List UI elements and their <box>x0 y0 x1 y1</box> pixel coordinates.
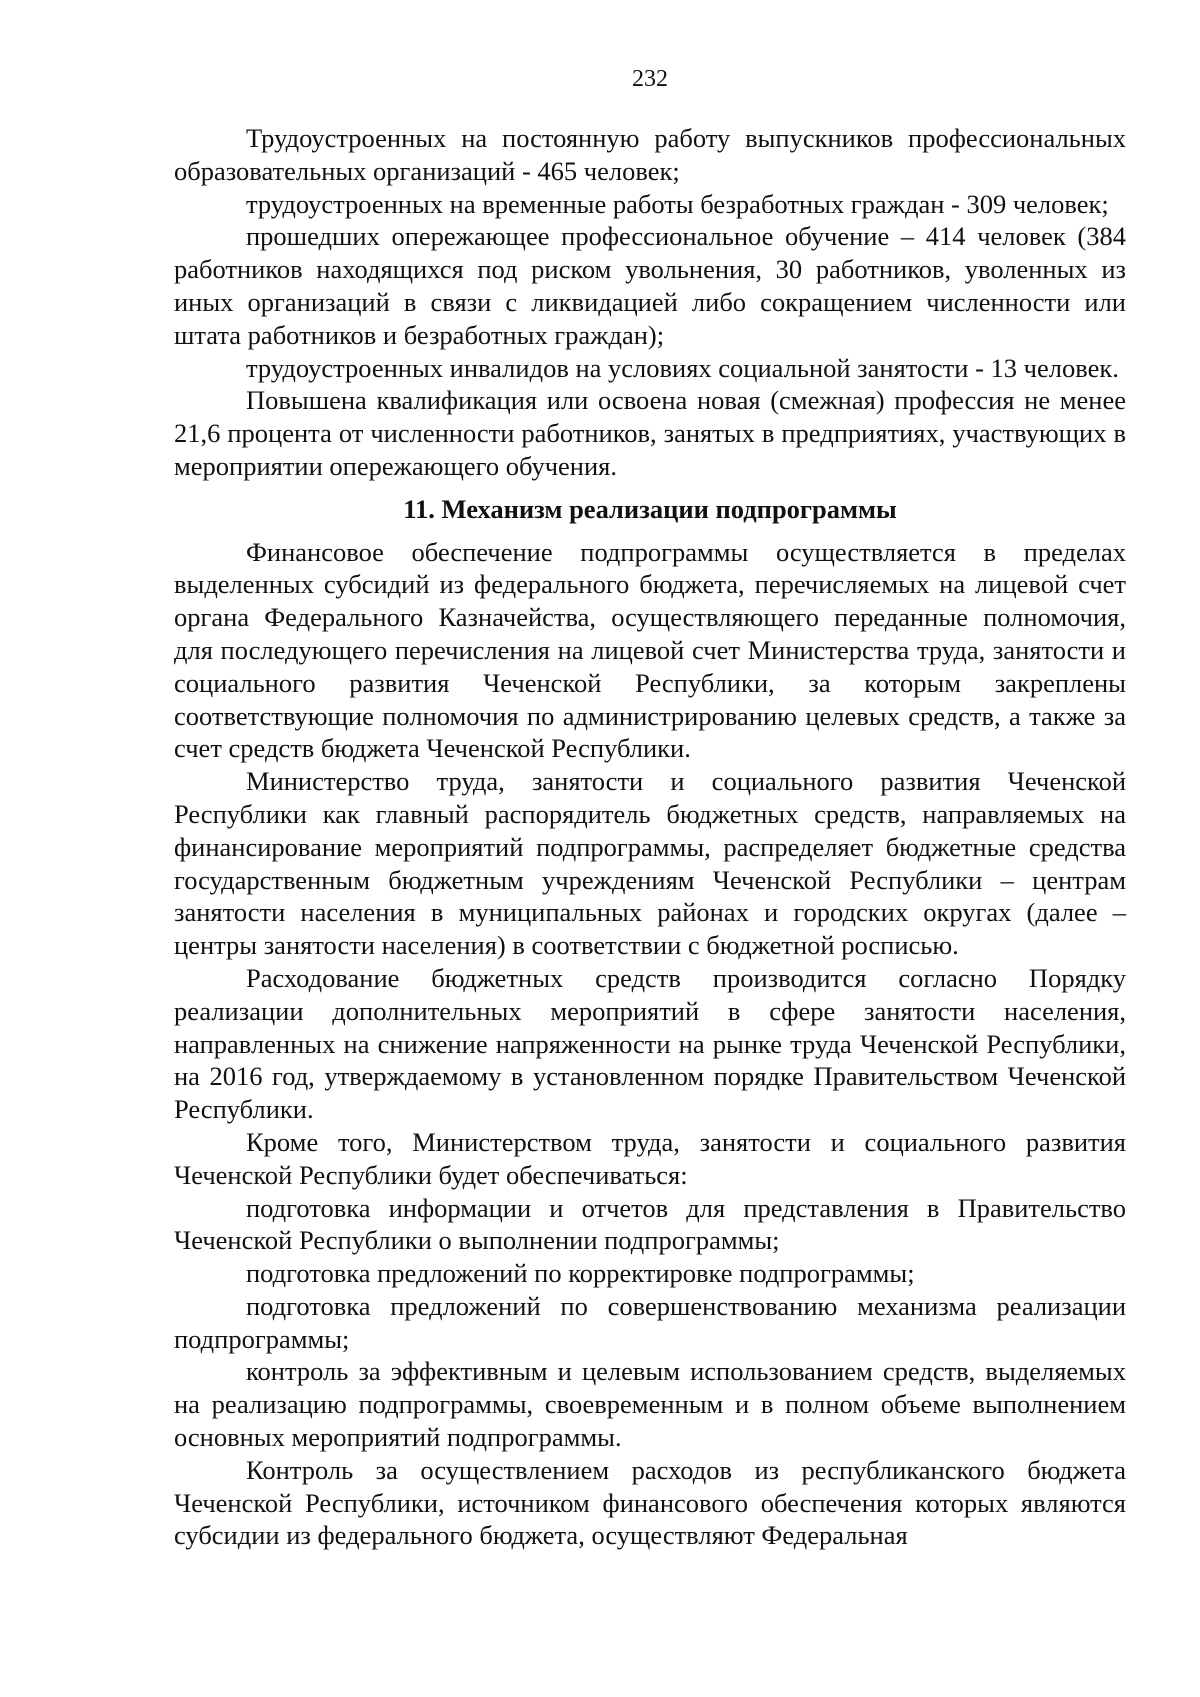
paragraph-temporary-work: трудоустроенных на временные работы безработных граждан - 309 человек; <box>246 188 1109 219</box>
paragraph-employed-graduates: Трудоустроенных на постоянную работу выпускников профессиональных образовательных организаций - 465 человек; <box>174 123 1126 186</box>
paragraph-ministry-duties-intro: Кроме того, Министерством труда, занятости и социального развития Чеченской Республики будет обеспечиваться: <box>174 1126 1126 1190</box>
paragraph-duty-control: контроль за эффективным и целевым использованием средств, выделяемых на реализацию подпрограммы, своевременным и в полном объеме выполнением основных мероприятий подпрограммы. <box>174 1356 1126 1453</box>
document-page <box>174 64 1126 1552</box>
paragraph-spending-procedure: Расходование бюджетных средств производится согласно Порядку реализации дополнительных мероприятий в сфере занятости населения, направленных на снижение напряженности на рынке труда Чеченской Республики, на 2016 год, утверждаемому в установленном порядке Правительством Чеченской Республики. <box>174 962 1126 1125</box>
paragraph-duty-corrections: подготовка предложений по корректировке подпрограммы; <box>246 1258 915 1289</box>
paragraph-expense-control: Контроль за осуществлением расходов из республиканского бюджета Чеченской Республики, источником финансового обеспечения которых являются субсидии из федерального бюджета, осуществляют Федеральная <box>174 1454 1126 1551</box>
paragraph-ministry-distribution: Министерство труда, занятости и социального развития Чеченской Республики как главный распорядитель бюджетных средств, направляемых на финансирование мероприятий подпрограммы, распределяет бюджетные средства государственным бюджетным учреждениям Чеченской Республики – центрам занятости населения в муниципальных районах и городских округах (далее – центры занятости населения) в соответствии с бюджетной росписью. <box>174 766 1126 961</box>
paragraph-advanced-training: прошедших опережающее профессиональное обучение – 414 человек (384 работников находящихся под риском увольнения, 30 работников, уволенных из иных организаций в связи с ликвидацией либо сокращением численности или штата работников и безработных граждан); <box>174 221 1126 350</box>
paragraph-qualification-increase: Повышена квалификация или освоена новая (смежная) профессия не менее 21,6 процента от численности работников, занятых в предприятиях, участвующих в мероприятии опережающего обучения. <box>174 385 1126 481</box>
paragraph-disabled-employment: трудоустроенных инвалидов на условиях социальной занятости - 13 человек. <box>246 352 1119 383</box>
paragraph-duty-improvement: подготовка предложений по совершенствованию механизма реализации подпрограммы; <box>174 1290 1126 1354</box>
page-number: 232 <box>632 66 668 92</box>
paragraph-duty-reports: подготовка информации и отчетов для представления в Правительство Чеченской Республики о выполнении подпрограммы; <box>174 1192 1126 1256</box>
section-heading: 11. Механизм реализации подпрограммы <box>403 493 897 524</box>
paragraph-financing: Финансовое обеспечение подпрограммы осуществляется в пределах выделенных субсидий из федерального бюджета, перечисляемых на лицевой счет органа Федерального Казначейства, осуществляющего переданные полномочия, для последующего перечисления на лицевой счет Министерства труда, занятости и социального развития Чеченской Республики, за которым закреплены соответствующие полномочия по администрированию целевых средств, а также за счет средств бюджета Чеченской Республики. <box>174 536 1126 764</box>
